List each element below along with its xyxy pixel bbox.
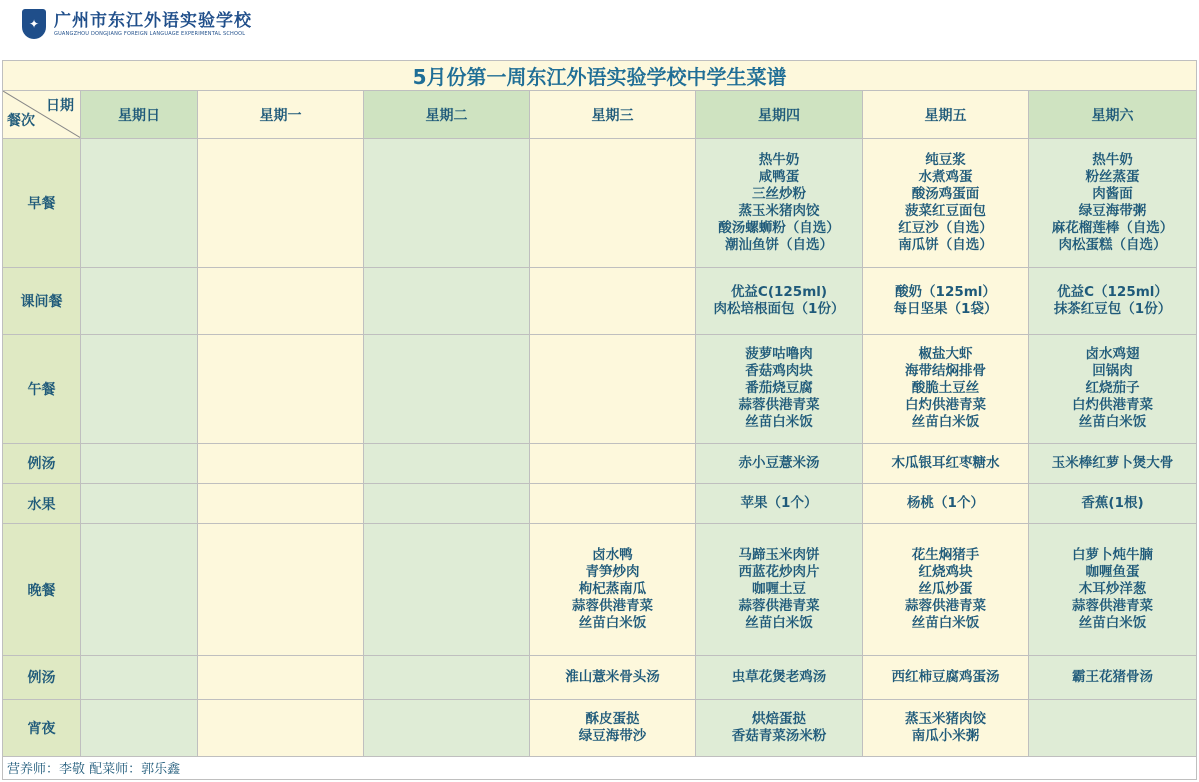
menu-cell xyxy=(530,268,696,335)
meal-label: 例汤 xyxy=(3,655,81,699)
day-header: 星期二 xyxy=(364,91,530,138)
menu-cell xyxy=(530,524,696,655)
dish-item: 丝苗白米饭 xyxy=(578,615,647,632)
dish-item: 丝苗白米饭 xyxy=(911,615,980,632)
dish-item: 丝苗白米饭 xyxy=(911,414,980,431)
dish-item: 木瓜银耳红枣糖水 xyxy=(891,454,1000,471)
dish-item: 酸汤鸡蛋面 xyxy=(911,185,980,202)
dish-item: 菠菜红豆面包 xyxy=(905,202,986,219)
dish-item: 酸奶（125ml） xyxy=(895,283,996,300)
menu-cell xyxy=(198,655,364,699)
menu-cell xyxy=(863,443,1029,483)
menu-cell xyxy=(1029,700,1197,757)
dish-item: 南瓜饼（自选） xyxy=(898,236,993,253)
dish-item: 南瓜小米粥 xyxy=(911,727,980,744)
dish-item: 蒜蓉供港青菜 xyxy=(738,397,820,414)
dish-item: 卤水鸭 xyxy=(592,547,633,564)
menu-cell xyxy=(81,334,198,443)
menu-cell xyxy=(81,138,198,267)
dish-item: 肉松蛋糕（自选） xyxy=(1058,236,1167,253)
dish-item: 海带结焖排骨 xyxy=(905,363,986,380)
school-name: 广州市东江外语实验学校 xyxy=(54,10,252,31)
dish-item: 木耳炒洋葱 xyxy=(1078,581,1147,598)
dish-item: 烘焙蛋挞 xyxy=(752,710,806,727)
dish-item: 白萝卜炖牛腩 xyxy=(1072,547,1154,564)
meal-row xyxy=(3,524,1197,655)
dish-item: 虫草花煲老鸡汤 xyxy=(731,668,827,685)
dish-item: 玉米棒红萝卜煲大骨 xyxy=(1051,454,1174,471)
corner-header xyxy=(3,91,81,138)
menu-cell xyxy=(696,700,863,757)
dish-item: 白灼供港青菜 xyxy=(1072,397,1154,414)
dish-item: 红烧茄子 xyxy=(1085,380,1140,397)
day-header: 星期五 xyxy=(863,91,1029,138)
menu-cell xyxy=(364,655,530,699)
menu-cell xyxy=(863,524,1029,655)
menu-table xyxy=(2,60,1197,780)
meal-label: 例汤 xyxy=(3,443,81,483)
menu-cell xyxy=(364,334,530,443)
menu-cell xyxy=(364,268,530,335)
menu-cell xyxy=(530,484,696,524)
dish-item: 纯豆浆 xyxy=(925,151,966,168)
dish-item: 青笋炒肉 xyxy=(585,564,640,581)
menu-cell xyxy=(81,268,198,335)
menu-cell xyxy=(198,334,364,443)
menu-cell xyxy=(198,138,364,267)
dish-item: 三丝炒粉 xyxy=(752,185,806,202)
day-axis-label: 日期 xyxy=(46,98,74,115)
day-header: 星期一 xyxy=(198,91,364,138)
menu-cell xyxy=(81,655,198,699)
dish-item: 肉松培根面包（1份） xyxy=(713,300,845,317)
dish-item: 咸鸭蛋 xyxy=(758,168,800,185)
school-logo-icon: ✦ xyxy=(22,9,46,39)
dish-item: 赤小豆薏米汤 xyxy=(738,454,820,471)
menu-cell xyxy=(696,443,863,483)
menu-cell xyxy=(364,484,530,524)
dish-item: 番茄烧豆腐 xyxy=(745,380,813,397)
dish-item: 酥皮蛋挞 xyxy=(585,710,640,727)
meal-row xyxy=(3,334,1197,443)
dish-item: 蒜蓉供港青菜 xyxy=(1072,598,1154,615)
dish-item: 西红柿豆腐鸡蛋汤 xyxy=(891,668,1000,685)
menu-cell xyxy=(530,138,696,267)
menu-cell xyxy=(530,655,696,699)
dish-item: 酸汤螺蛳粉（自选） xyxy=(718,219,840,236)
menu-cell xyxy=(364,700,530,757)
dish-item: 绿豆海带沙 xyxy=(578,727,647,744)
dish-item: 香菇鸡肉块 xyxy=(745,363,813,380)
meal-row xyxy=(3,268,1197,335)
menu-cell xyxy=(198,700,364,757)
dish-item: 优益C(125ml) xyxy=(730,283,828,300)
school-header xyxy=(22,6,252,42)
dish-item: 丝苗白米饭 xyxy=(745,615,813,632)
dish-item: 菠萝咕噜肉 xyxy=(745,346,813,363)
day-header: 星期六 xyxy=(1029,91,1197,138)
dish-item: 苹果（1个） xyxy=(740,495,818,512)
dish-item: 霸王花猪骨汤 xyxy=(1072,668,1154,685)
menu-cell xyxy=(696,524,863,655)
dish-item: 麻花榴莲棒（自选） xyxy=(1051,219,1174,236)
meal-row xyxy=(3,655,1197,699)
menu-cell xyxy=(863,268,1029,335)
menu-cell xyxy=(863,655,1029,699)
dish-item: 蒜蓉供港青菜 xyxy=(572,598,653,615)
dish-item: 丝瓜炒蛋 xyxy=(918,581,973,598)
dish-item: 粉丝蒸蛋 xyxy=(1085,168,1140,185)
menu-cell xyxy=(696,138,863,267)
staff-credits: 营养师：李敬 配菜师：郭乐鑫 xyxy=(3,756,1197,779)
meal-row xyxy=(3,484,1197,524)
meal-axis-label: 餐次 xyxy=(7,112,35,129)
menu-cell xyxy=(198,443,364,483)
menu-cell xyxy=(81,700,198,757)
menu-cell xyxy=(364,524,530,655)
menu-cell xyxy=(696,334,863,443)
meal-label: 水果 xyxy=(3,484,81,524)
dish-item: 酸脆土豆丝 xyxy=(911,380,980,397)
dish-item: 潮汕鱼饼（自选） xyxy=(725,236,833,253)
dish-item: 杨桃（1个） xyxy=(907,495,984,512)
menu-cell xyxy=(81,524,198,655)
dish-item: 回锅肉 xyxy=(1092,363,1133,380)
menu-cell xyxy=(1029,524,1197,655)
menu-cell xyxy=(81,484,198,524)
menu-cell xyxy=(696,268,863,335)
menu-cell xyxy=(198,268,364,335)
meal-row xyxy=(3,443,1197,483)
dish-item: 红豆沙（自选） xyxy=(898,219,993,236)
meal-label: 早餐 xyxy=(3,138,81,267)
dish-item: 绿豆海带粥 xyxy=(1078,202,1147,219)
menu-cell xyxy=(364,138,530,267)
dish-item: 蒸玉米猪肉饺 xyxy=(905,710,986,727)
menu-cell xyxy=(81,443,198,483)
dish-item: 肉酱面 xyxy=(1092,185,1133,202)
day-header: 星期三 xyxy=(530,91,696,138)
dish-item: 热牛奶 xyxy=(1092,151,1133,168)
menu-cell xyxy=(1029,268,1197,335)
menu-cell xyxy=(863,138,1029,267)
dish-item: 蒸玉米猪肉饺 xyxy=(738,202,820,219)
menu-cell xyxy=(1029,484,1197,524)
dish-item: 水煮鸡蛋 xyxy=(918,168,973,185)
day-header: 星期日 xyxy=(81,91,198,138)
dish-item: 每日坚果（1袋） xyxy=(893,300,998,317)
meal-label: 宵夜 xyxy=(3,700,81,757)
menu-cell xyxy=(364,443,530,483)
dish-item: 椒盐大虾 xyxy=(918,346,973,363)
dish-item: 卤水鸡翅 xyxy=(1085,346,1140,363)
dish-item: 红烧鸡块 xyxy=(918,564,973,581)
dish-item: 咖喱土豆 xyxy=(752,581,806,598)
menu-cell xyxy=(530,443,696,483)
dish-item: 马蹄玉米肉饼 xyxy=(738,547,820,564)
menu-cell xyxy=(530,700,696,757)
dish-item: 丝苗白米饭 xyxy=(1078,615,1147,632)
dish-item: 枸杞蒸南瓜 xyxy=(578,581,647,598)
dish-item: 淮山薏米骨头汤 xyxy=(565,668,660,685)
dish-item: 花生焖猪手 xyxy=(911,547,980,564)
menu-cell xyxy=(530,334,696,443)
dish-item: 抹茶红豆包（1份） xyxy=(1053,300,1172,317)
meal-label: 课间餐 xyxy=(3,268,81,335)
menu-cell xyxy=(863,700,1029,757)
menu-cell xyxy=(1029,443,1197,483)
menu-cell xyxy=(696,484,863,524)
dish-item: 西蓝花炒肉片 xyxy=(738,564,820,581)
menu-cell xyxy=(1029,655,1197,699)
dish-item: 热牛奶 xyxy=(758,151,800,168)
dish-item: 蒜蓉供港青菜 xyxy=(738,598,820,615)
menu-cell xyxy=(863,334,1029,443)
dish-item: 白灼供港青菜 xyxy=(905,397,986,414)
day-header: 星期四 xyxy=(696,91,863,138)
dish-item: 蒜蓉供港青菜 xyxy=(905,598,986,615)
meal-label: 晚餐 xyxy=(3,524,81,655)
menu-cell xyxy=(863,484,1029,524)
menu-cell xyxy=(696,655,863,699)
dish-item: 香蕉(1根) xyxy=(1081,495,1144,512)
dish-item: 丝苗白米饭 xyxy=(1078,414,1147,431)
menu-cell xyxy=(198,484,364,524)
meal-row xyxy=(3,700,1197,757)
dish-item: 咖喱鱼蛋 xyxy=(1085,564,1140,581)
menu-cell xyxy=(1029,138,1197,267)
meal-row xyxy=(3,138,1197,267)
meal-label: 午餐 xyxy=(3,334,81,443)
menu-title: 5月份第一周东江外语实验学校中学生菜谱 xyxy=(3,61,1197,91)
dish-item: 香菇青菜汤米粉 xyxy=(731,727,827,744)
menu-cell xyxy=(1029,334,1197,443)
menu-cell xyxy=(198,524,364,655)
school-name-en: GUANGZHOU DONGJIANG FOREIGN LANGUAGE EXPERIMENTAL SCHOOL xyxy=(54,30,246,37)
dish-item: 优益C（125ml） xyxy=(1057,283,1168,300)
dish-item: 丝苗白米饭 xyxy=(745,414,813,431)
